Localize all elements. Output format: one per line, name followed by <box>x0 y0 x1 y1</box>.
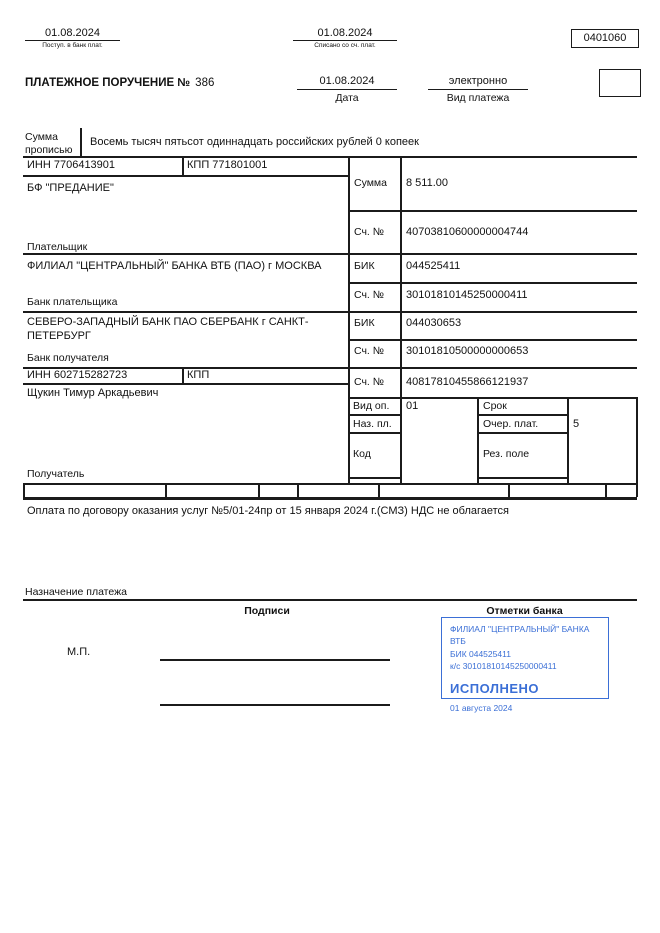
amount-words-value: Восемь тысяч пятьсот одиннадцать российских рублей 0 копеек <box>90 136 419 148</box>
receiver-inn: ИНН 602715282723 <box>27 369 128 381</box>
receiver-name: Щукин Тимур Аркадьевич <box>27 387 159 399</box>
receiver-bank-bik-label: БИК <box>354 317 375 329</box>
tax-row-divider <box>23 483 25 497</box>
receiver-kpp: КПП <box>187 369 210 381</box>
bank-marks-header: Отметки банка <box>486 605 563 617</box>
receiver-bank-bik-value: 044030653 <box>406 317 462 329</box>
payer-bank-label: Банк плательщика <box>27 296 118 308</box>
sum-value: 8 511.00 <box>406 177 449 189</box>
tax-row-divider <box>508 483 510 497</box>
table-line-h <box>348 397 637 399</box>
payment-type-value: электронно <box>428 75 528 90</box>
table-line-v <box>636 397 638 497</box>
receiver-label: Получатель <box>27 468 85 480</box>
status-empty-box <box>599 69 641 97</box>
received-in-bank-date <box>25 27 120 49</box>
table-line-h <box>348 432 400 434</box>
signature-line <box>160 704 390 706</box>
receiver-bank-account-value: 30101810500000000653 <box>406 345 529 357</box>
table-line-h <box>477 432 567 434</box>
received-date-label: Поступ. в банк плат. <box>42 42 103 49</box>
receiver-account-label: Сч. № <box>354 376 385 388</box>
payer-inn: ИНН 7706413901 <box>27 159 116 171</box>
table-line-v <box>477 397 479 483</box>
purpose-code-label: Наз. пл. <box>353 418 392 430</box>
payment-type-label: Вид платежа <box>446 92 510 104</box>
sum-label: Сумма <box>354 177 387 189</box>
payer-bank-bik-label: БИК <box>354 260 375 272</box>
table-line-h <box>23 383 348 385</box>
table-line-v <box>182 367 184 383</box>
signatures-header: Подписи <box>244 605 290 617</box>
payer-account-value: 40703810600000004744 <box>406 226 529 238</box>
received-date-value: 01.08.2024 <box>25 27 120 41</box>
payer-bank-name: ФИЛИАЛ "ЦЕНТРАЛЬНЫЙ" БАНКА ВТБ (ПАО) г МОСКВА <box>27 260 322 272</box>
table-line-v <box>567 397 569 483</box>
table-line-h <box>23 483 637 485</box>
payer-label: Плательщик <box>27 241 88 253</box>
receiver-bank-label: Банк получателя <box>27 352 109 364</box>
code-label: Код <box>353 448 371 460</box>
document-title <box>25 77 214 89</box>
table-line-h <box>348 282 637 284</box>
payment-type-field <box>428 75 528 104</box>
table-line-h <box>477 477 567 479</box>
document-number: 386 <box>195 77 215 89</box>
receiver-bank-name: СЕВЕРО-ЗАПАДНЫЙ БАНК ПАО СБЕРБАНК г САНКТ-ПЕТЕРБУРГ <box>27 316 309 342</box>
term-label: Срок <box>483 400 507 412</box>
payer-bank-account-value: 30101810145250000411 <box>406 289 528 301</box>
table-line-h <box>23 253 637 255</box>
payer-kpp: КПП 771801001 <box>187 159 268 171</box>
table-line-v <box>348 156 350 483</box>
payer-name: БФ "ПРЕДАНИЕ" <box>27 182 114 194</box>
payer-bank-account-label: Сч. № <box>354 289 385 301</box>
payer-bank-bik-value: 044525411 <box>406 260 461 272</box>
document-date-label: Дата <box>335 92 359 104</box>
table-line-v <box>400 156 402 483</box>
stamp-corr-account: к/с 30101810145250000411 <box>450 660 557 671</box>
receiver-account-value: 40817810455866121937 <box>406 376 529 388</box>
debited-from-account-date <box>293 27 397 49</box>
table-line-h <box>477 414 567 416</box>
stamp-bank-name: ФИЛИАЛ "ЦЕНТРАЛЬНЫЙ" БАНКА ВТБ <box>450 624 590 647</box>
debited-date-label: Списано со сч. плат. <box>314 42 376 49</box>
document-date-value: 01.08.2024 <box>297 75 397 90</box>
table-line-h <box>23 367 637 369</box>
table-line-h <box>348 339 637 341</box>
table-bottom-line <box>23 497 637 500</box>
table-line-h <box>348 210 637 212</box>
tax-row-divider <box>378 483 380 497</box>
title-text: ПЛАТЕЖНОЕ ПОРУЧЕНИЕ № <box>25 77 191 89</box>
payment-purpose-label: Назначение платежа <box>25 586 127 598</box>
table-line-h <box>348 414 400 416</box>
tax-row-divider <box>605 483 607 497</box>
table-line-h <box>23 175 348 177</box>
priority-value: 5 <box>573 418 580 430</box>
table-line-v <box>182 156 184 175</box>
table-line-h <box>348 477 400 479</box>
payment-purpose-text: Оплата по договору оказания услуг №5/01-24пр от 15 января 2024 г.(СМЗ) НДС не облагается <box>27 505 510 517</box>
table-line-h <box>23 311 637 313</box>
purpose-line <box>23 599 637 601</box>
document-date-field <box>297 75 397 104</box>
op-type-label: Вид оп. <box>353 400 390 412</box>
stamp-bik: БИК 044525411 <box>450 648 511 659</box>
signature-line <box>160 659 390 661</box>
bank-stamp <box>441 617 609 714</box>
table-line-h <box>23 156 637 158</box>
debited-date-value: 01.08.2024 <box>293 27 397 41</box>
tax-row-divider <box>258 483 260 497</box>
form-code-box: 0401060 <box>571 29 639 48</box>
table-line-v <box>80 128 82 156</box>
priority-label: Очер. плат. <box>483 418 539 430</box>
tax-row-divider <box>165 483 167 497</box>
stamp-place-label: М.П. <box>67 646 91 658</box>
tax-row-divider <box>297 483 299 497</box>
reserve-field-label: Рез. поле <box>483 448 530 460</box>
stamp-date: 01 августа 2024 <box>450 703 513 714</box>
payer-account-label: Сч. № <box>354 226 385 238</box>
stamp-status: ИСПОЛНЕНО <box>450 681 540 697</box>
op-type-value: 01 <box>406 400 419 412</box>
receiver-bank-account-label: Сч. № <box>354 345 385 357</box>
amount-words-label: Сумма прописью <box>25 131 73 157</box>
